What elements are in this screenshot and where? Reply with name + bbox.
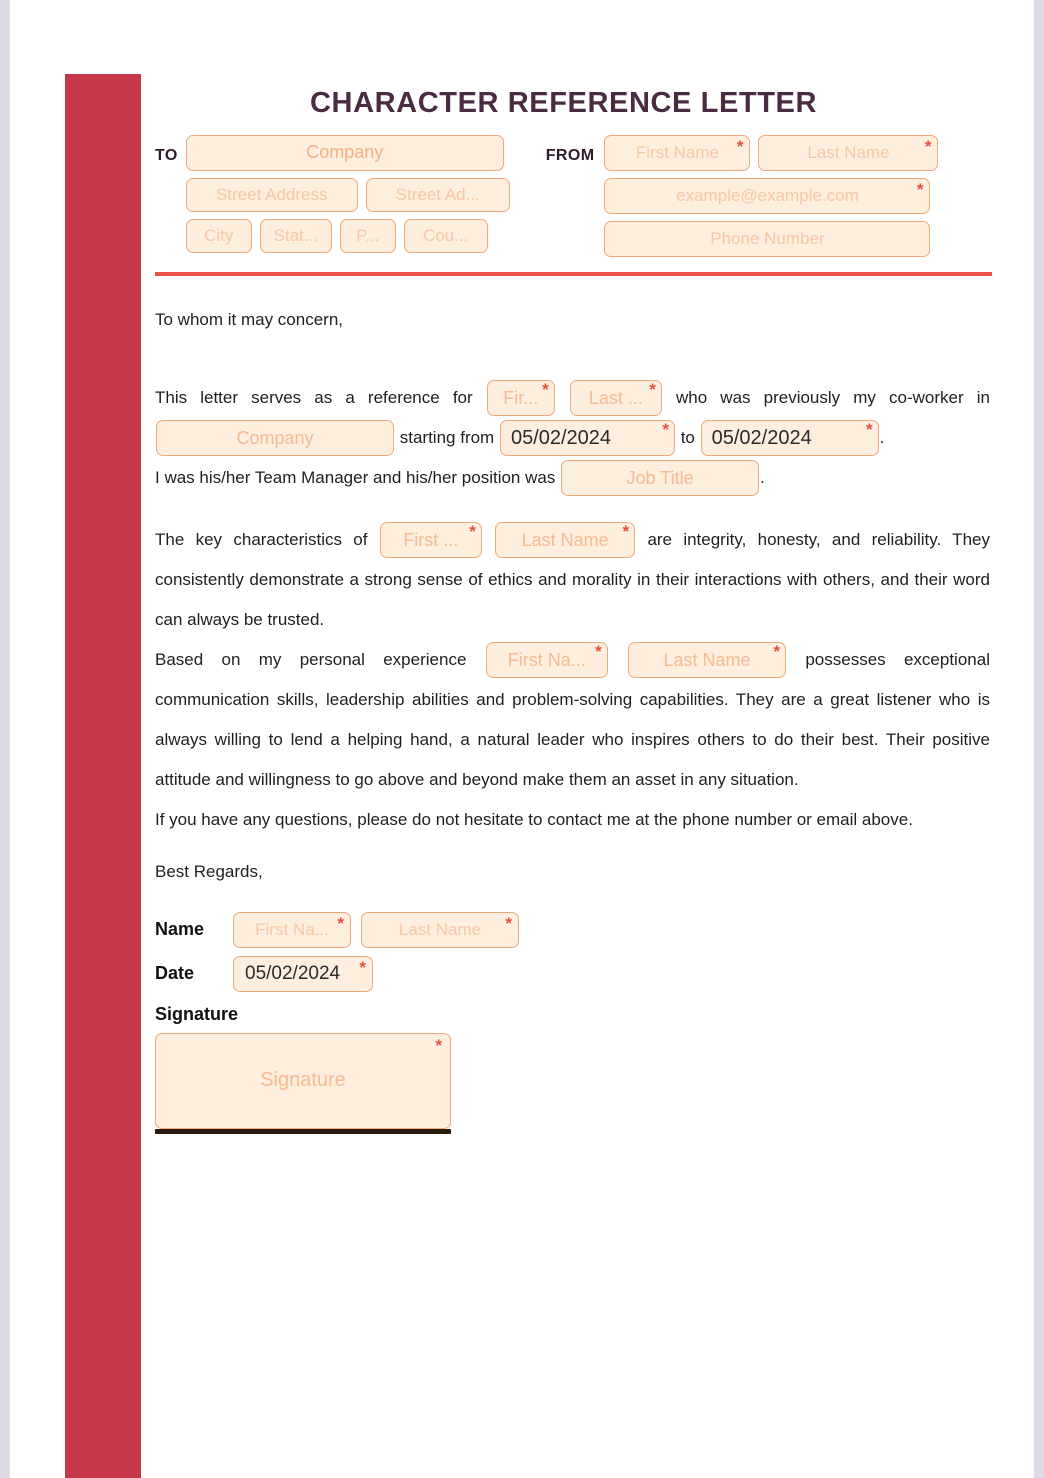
from-label: FROM [545, 146, 595, 164]
to-country-input[interactable]: Cou... [404, 219, 488, 253]
document-content [141, 74, 1004, 1478]
p3-first-name-placeholder: First ... [403, 530, 459, 551]
p1-last-name-input[interactable] [570, 380, 662, 416]
p4-text-b: possesses exceptional communication skills, leadership abilities and problem-solving capabilities. They are a great listener who is always willing to lend a helping hand, a natural leader who inspires others to do their best. Their positive attitude and willingness to go above and beyond make them an asset in any situation. [155, 649, 990, 789]
document-page [10, 0, 1034, 1478]
required-asterisk: * [865, 420, 873, 440]
paragraph-three [155, 520, 990, 640]
required-asterisk: * [924, 136, 932, 156]
p3-last-name-input[interactable] [495, 522, 635, 558]
p2-job-title-input[interactable]: Job Title [561, 460, 759, 496]
required-asterisk: * [916, 179, 924, 199]
required-asterisk: * [662, 420, 669, 440]
paragraph-one [155, 378, 990, 458]
body-spacer [141, 840, 1004, 862]
required-asterisk: * [359, 957, 366, 977]
p1-text-b: who was previously my co-worker in [676, 387, 990, 407]
from-first-name-placeholder: First Name [635, 142, 719, 162]
p3-text-b: are integrity, honesty, and reliability. They consistently demonstrate a strong sense of ethics and morality in their interactions with others, and their word can always be trusted. [155, 529, 990, 629]
from-row-email [604, 178, 992, 214]
required-asterisk: * [337, 913, 344, 933]
p2-text-a: I was his/her Team Manager and his/her position was [155, 467, 556, 487]
letter-header [141, 135, 1004, 264]
p3-text-a: The key characteristics of [155, 529, 368, 549]
p1-date-to-value: 05/02/2024 [711, 427, 812, 450]
to-row-locality [186, 219, 546, 253]
from-last-name-placeholder: Last Name [807, 142, 890, 162]
to-city-input[interactable]: City [186, 219, 252, 253]
from-last-name-input[interactable] [758, 135, 938, 171]
left-accent-bar [65, 74, 141, 1478]
paragraph-five: If you have any questions, please do not hesitate to contact me at the phone number or email above. [155, 809, 913, 829]
p4-text-a: Based on my personal experience [155, 649, 467, 669]
required-asterisk: * [435, 1035, 442, 1055]
p4-first-name-placeholder: First Na... [507, 650, 586, 671]
signoff-date-value: 05/02/2024 [245, 962, 341, 984]
p3-first-name-input[interactable] [380, 522, 482, 558]
signoff-date-input[interactable] [233, 956, 373, 992]
signoff-last-name-placeholder: Last Name [398, 919, 482, 939]
p2-text-b: . [760, 467, 765, 487]
from-email-input[interactable] [604, 178, 930, 214]
paragraph-four [155, 640, 990, 800]
from-phone-input[interactable]: Phone Number [604, 221, 930, 257]
required-asterisk: * [736, 136, 744, 156]
required-asterisk: * [505, 913, 512, 933]
paragraph-two [155, 458, 990, 498]
signature-underline [155, 1129, 451, 1134]
name-label: Name [155, 919, 205, 940]
name-row [155, 912, 990, 948]
p1-text-d: from [460, 427, 495, 447]
required-asterisk: * [595, 642, 602, 662]
p1-text-e: to [680, 427, 695, 447]
p4-first-name-input[interactable] [486, 642, 608, 678]
p1-company-input[interactable]: Company [156, 420, 394, 456]
from-first-name-input[interactable] [604, 135, 750, 171]
body-spacer [155, 340, 990, 378]
date-label: Date [155, 963, 195, 984]
to-row-company [186, 135, 546, 171]
from-row-phone [604, 221, 992, 257]
required-asterisk: * [649, 380, 656, 400]
signoff-last-name-input[interactable] [361, 912, 519, 948]
p1-date-from-input[interactable] [500, 420, 675, 456]
signature-block [141, 912, 1004, 1134]
p3-last-name-placeholder: Last Name [521, 530, 609, 551]
p4-last-name-input[interactable] [628, 642, 786, 678]
p1-date-from-value: 05/02/2024 [510, 427, 612, 450]
p1-first-name-input[interactable] [487, 380, 555, 416]
from-fields-group [604, 135, 992, 264]
salutation-text: To whom it may concern, [155, 309, 344, 329]
to-company-input[interactable]: Company [186, 135, 504, 171]
to-row-street [186, 178, 546, 212]
page-title: CHARACTER REFERENCE LETTER [310, 87, 817, 119]
signature-label: Signature [155, 1003, 239, 1024]
required-asterisk: * [622, 522, 630, 542]
p1-first-name-placeholder: Fir... [503, 388, 539, 409]
p1-date-to-input[interactable] [701, 420, 879, 456]
signoff-first-name-input[interactable] [233, 912, 351, 948]
required-asterisk: * [542, 380, 549, 400]
from-email-placeholder: example@example.com [676, 185, 859, 205]
to-street-address-2-input[interactable]: Street Ad... [366, 178, 510, 212]
p1-text-c: starting [399, 427, 456, 447]
p4-last-name-placeholder: Last Name [663, 650, 751, 671]
closing-salutation: Best Regards, [155, 861, 263, 881]
to-state-input[interactable]: Stat... [260, 219, 332, 253]
to-label: TO [155, 146, 178, 164]
signature-pad-wrapper [155, 1033, 451, 1134]
signature-pad[interactable] [155, 1033, 451, 1129]
to-street-address-1-input[interactable]: Street Address [186, 178, 358, 212]
p1-text-a: This letter serves as a reference for [155, 387, 473, 407]
required-asterisk: * [773, 642, 781, 662]
body-spacer [155, 498, 990, 520]
required-asterisk: * [469, 522, 476, 542]
signoff-first-name-placeholder: First Na... [255, 919, 329, 939]
header-divider [155, 272, 992, 276]
signature-placeholder: Signature [260, 1069, 346, 1092]
letter-body [141, 300, 1004, 840]
p1-last-name-placeholder: Last ... [588, 388, 643, 409]
to-zip-input[interactable]: P... [340, 219, 396, 253]
date-row [155, 956, 990, 992]
to-fields-group [186, 135, 546, 260]
from-row-name [604, 135, 992, 171]
p1-text-f: . [879, 427, 885, 447]
